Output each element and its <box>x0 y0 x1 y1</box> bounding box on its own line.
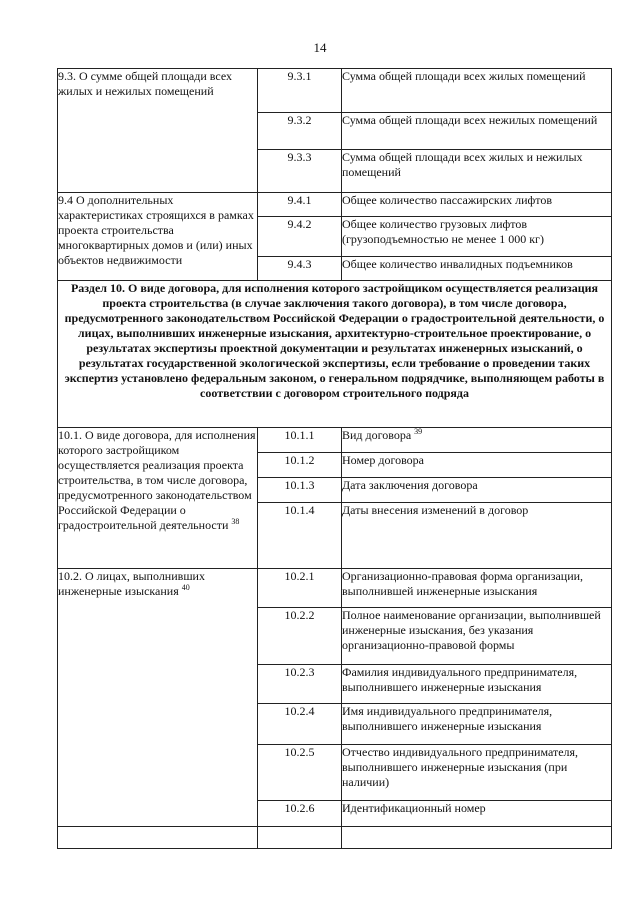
item-text: Даты внесения изменений в договор <box>342 503 612 569</box>
item-text: Дата заключения договора <box>342 478 612 503</box>
group-9-4-title: 9.4 О дополнительных характеристиках строящихся в рамках проекта строительства многоквартирных домов и (или) иных объектов недвижимости <box>58 193 258 281</box>
disclosure-table <box>57 68 612 849</box>
item-code: 10.2.6 <box>258 801 342 827</box>
item-code: 9.3.2 <box>258 113 342 150</box>
group-10-2-title <box>58 569 258 827</box>
empty-cell <box>342 827 612 849</box>
group-10-1-text: 10.1. О виде договора, для исполнения которого застройщиком осуществляется реализация проекта строительства, в том числе договора, предусмотренного законодательством Российской Федерации о градостроительной деятельности <box>58 428 256 532</box>
table-row <box>58 69 612 113</box>
table-row <box>58 827 612 849</box>
item-code: 10.1.3 <box>258 478 342 503</box>
footnote-ref: 40 <box>181 583 190 592</box>
item-text: Имя индивидуального предпринимателя, выполнившего инженерные изыскания <box>342 704 612 745</box>
item-text: Общее количество инвалидных подъемников <box>342 257 612 281</box>
item-code: 10.1.2 <box>258 453 342 478</box>
item-code: 9.3.3 <box>258 150 342 193</box>
item-text: Отчество индивидуального предпринимателя, выполнившего инженерные изыскания (при наличии) <box>342 745 612 801</box>
item-text: Сумма общей площади всех нежилых помещений <box>342 113 612 150</box>
item-text: Сумма общей площади всех жилых помещений <box>342 69 612 113</box>
table-row <box>58 428 612 453</box>
item-text: Общее количество грузовых лифтов (грузоподъемностью не менее 1 000 кг) <box>342 217 612 257</box>
item-code: 10.2.4 <box>258 704 342 745</box>
table-row <box>58 193 612 217</box>
item-code: 10.2.3 <box>258 665 342 704</box>
item-text: Сумма общей площади всех жилых и нежилых помещений <box>342 150 612 193</box>
group-10-2-text: 10.2. О лицах, выполнивших инженерные изыскания <box>58 569 205 598</box>
item-text <box>342 428 612 453</box>
item-code: 10.2.1 <box>258 569 342 608</box>
table-row <box>58 281 612 428</box>
item-code: 9.4.1 <box>258 193 342 217</box>
item-text: Организационно-правовая форма организации, выполнившей инженерные изыскания <box>342 569 612 608</box>
group-9-3-title: 9.3. О сумме общей площади всех жилых и нежилых помещений <box>58 69 258 193</box>
item-text: Идентификационный номер <box>342 801 612 827</box>
item-code: 9.3.1 <box>258 69 342 113</box>
section-10-heading: Раздел 10. О виде договора, для исполнения которого застройщиком осуществляется реализация проекта строительства (в случае заключения такого договора), в том числе договора, предусмотренного законодательством Российской Федерации о градостроительной деятельности, о лицах, выполнивших инженерные изыскания, архитектурно-строительное проектирование, о результатах экспертизы проектной документации и результатах инженерных изысканий, о результатах государственной экологической экспертизы, если требование о проведении таких экспертиз установлено федеральным законом, о генеральном подрядчике, выполняющем работы в соответствии с договором строительного подряда <box>58 281 612 428</box>
item-text-label: Вид договора <box>342 428 412 442</box>
item-code: 10.2.5 <box>258 745 342 801</box>
item-code: 9.4.3 <box>258 257 342 281</box>
footnote-ref: 38 <box>231 517 240 526</box>
item-code: 10.1.4 <box>258 503 342 569</box>
table-row <box>58 569 612 608</box>
item-text: Полное наименование организации, выполнившей инженерные изыскания, без указания организационно-правовой формы <box>342 608 612 665</box>
item-code: 9.4.2 <box>258 217 342 257</box>
item-text: Общее количество пассажирских лифтов <box>342 193 612 217</box>
item-text: Номер договора <box>342 453 612 478</box>
empty-cell <box>258 827 342 849</box>
footnote-ref: 39 <box>414 427 423 436</box>
page-number: 14 <box>313 40 327 55</box>
empty-cell <box>58 827 258 849</box>
item-text: Фамилия индивидуального предпринимателя, выполнившего инженерные изыскания <box>342 665 612 704</box>
item-code: 10.1.1 <box>258 428 342 453</box>
group-10-1-title <box>58 428 258 569</box>
item-code: 10.2.2 <box>258 608 342 665</box>
